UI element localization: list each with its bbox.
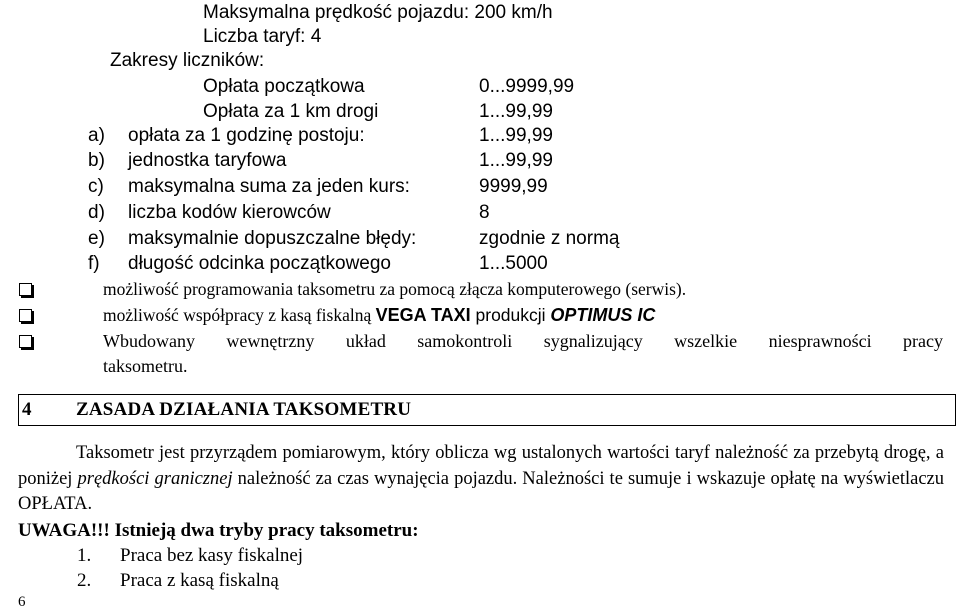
section-title: ZASADA DZIAŁANIA TAKSOMETRU <box>76 399 412 420</box>
paragraph-text: Taksometr jest przyrządem pomiarowym, który oblicza wg ustalonych wartości taryf należność za przebytą drogę, a poniżej <box>18 443 944 489</box>
spec-label: Opłata początkowa <box>203 76 365 97</box>
spec-value: 8 <box>479 202 490 223</box>
feature-text-part: możliwość współpracy z kasą fiskalną <box>103 305 376 325</box>
spec-letter: e) <box>88 228 105 249</box>
spec-value: 1...99,99 <box>479 150 553 171</box>
paragraph-italic: prędkości granicznej <box>77 468 233 489</box>
spec-value: 9999,99 <box>479 176 548 197</box>
list-text: Praca bez kasy fiskalnej <box>120 545 304 566</box>
counter-ranges-title: Zakresy liczników: <box>110 50 265 71</box>
spec-letter: f) <box>88 253 100 274</box>
spec-value: 1...99,99 <box>479 101 553 122</box>
spec-label: maksymalna suma za jeden kurs: <box>128 176 410 197</box>
checkbox-bullet-icon <box>19 283 32 296</box>
spec-value: 1...5000 <box>479 253 548 274</box>
spec-letter: c) <box>88 176 104 197</box>
section-number: 4 <box>22 399 32 420</box>
feature-text: Wbudowany wewnętrzny układ samokontroli sygnalizujący wszelkie niesprawności pracy <box>103 331 943 351</box>
spec-value: 1...99,99 <box>479 125 553 146</box>
paragraph-text: należność za czas wynajęcia pojazdu. Należności te sumuje i wskazuje opłatę na wyświetlaczu OPŁATA. <box>18 468 944 514</box>
spec-letter: b) <box>88 150 105 171</box>
spec-label: opłata za 1 godzinę postoju: <box>128 125 365 146</box>
warning-line: UWAGA!!! Istnieją dwa tryby pracy taksometru: <box>18 520 419 541</box>
spec-letter: d) <box>88 202 105 223</box>
section-heading <box>18 394 956 426</box>
vega-taxi-brand: VEGA TAXI <box>375 305 471 325</box>
feature-text-part: produkcji <box>470 305 551 325</box>
spec-label: jednostka taryfowa <box>128 150 287 171</box>
feature-text: możliwość programowania taksometru za pomocą złącza komputerowego (serwis). <box>103 279 687 299</box>
checkbox-bullet-icon <box>19 335 32 348</box>
feature-text-continuation: taksometru. <box>103 356 188 376</box>
list-text: Praca z kasą fiskalną <box>120 570 279 591</box>
spec-label: długość odcinka początkowego <box>128 253 392 274</box>
max-speed-line: Maksymalna prędkość pojazdu: 200 km/h <box>203 2 553 23</box>
feature-text <box>103 304 655 326</box>
spec-value: zgodnie z normą <box>479 228 620 249</box>
page-number: 6 <box>18 594 26 610</box>
spec-value: 0...9999,99 <box>479 76 575 97</box>
spec-label: maksymalnie dopuszczalne błędy: <box>128 228 417 249</box>
spec-label: liczba kodów kierowców <box>128 202 331 223</box>
spec-letter: a) <box>88 125 105 146</box>
spec-label: Opłata za 1 km drogi <box>203 101 379 122</box>
optimus-ic-maker: OPTIMUS IC <box>550 305 656 325</box>
list-number: 1. <box>77 545 92 566</box>
tariff-count-line: Liczba taryf: 4 <box>203 26 322 47</box>
list-number: 2. <box>77 570 92 591</box>
body-paragraph <box>18 441 944 518</box>
checkbox-bullet-icon <box>19 309 32 322</box>
